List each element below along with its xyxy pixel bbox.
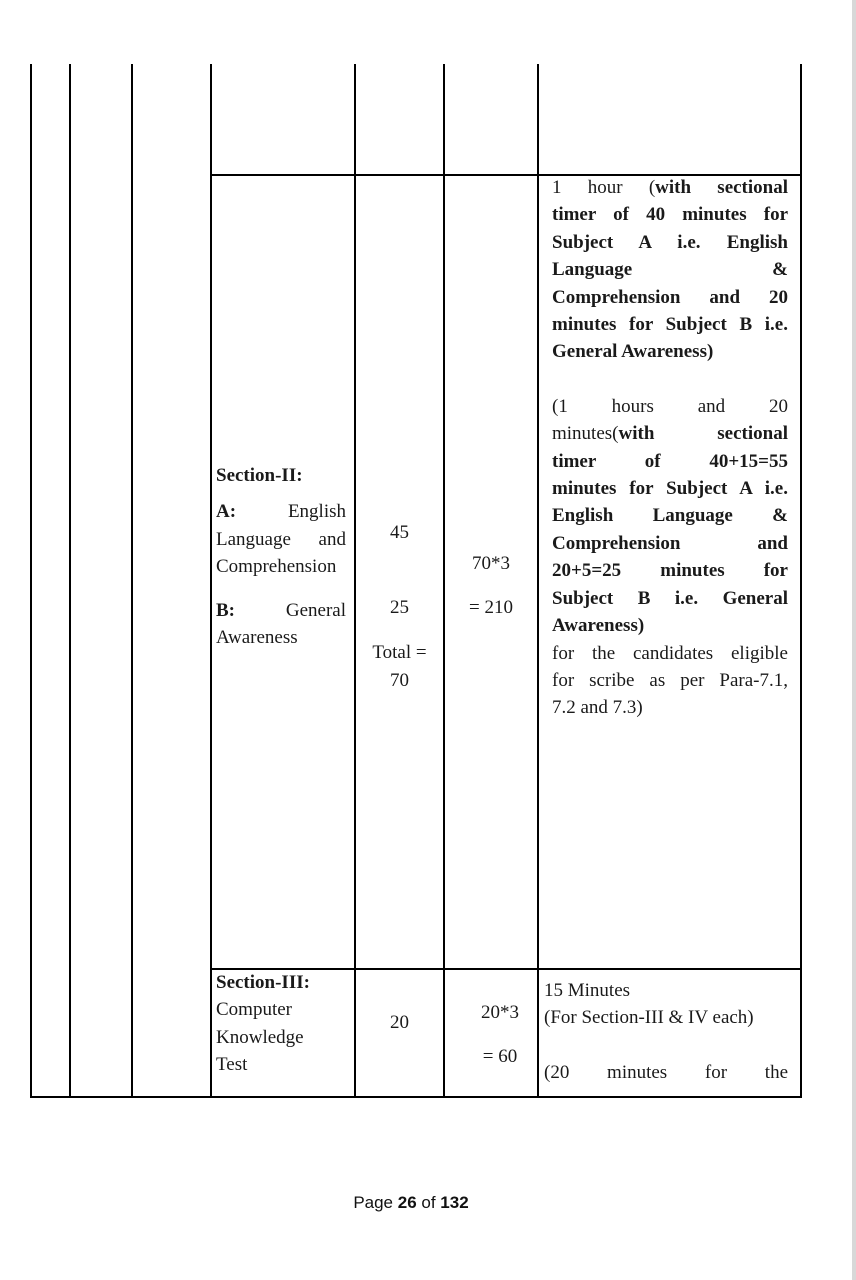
table-column-divider xyxy=(354,64,356,1098)
section-2-questions-a: 45 xyxy=(390,522,409,543)
page-edge xyxy=(852,0,856,1280)
table-border-right xyxy=(800,64,802,1098)
scribe-note-line: for the candidates eligible xyxy=(552,642,788,664)
table-column-divider xyxy=(210,64,212,1098)
duration-line: Subject A i.e. English xyxy=(552,231,788,253)
duration-line: timer of 40 minutes for xyxy=(552,204,788,226)
scribe-duration-line: Comprehension and xyxy=(552,532,788,554)
page-number-footer: Page 26 of 132 xyxy=(353,1193,469,1212)
section-3-duration-line: (For Section-III & IV each) xyxy=(544,1007,754,1029)
section-3-scribe-line: (20 minutes for the xyxy=(544,1061,788,1083)
section-3-title: Section-III: xyxy=(216,972,310,993)
table-border-bottom xyxy=(30,1096,802,1098)
subject-b-line: Awareness xyxy=(216,627,298,649)
subject-a-line: Language and xyxy=(216,528,346,550)
subject-a-line: A: English xyxy=(216,501,346,523)
section-2-questions-b: 25 xyxy=(390,597,409,618)
section-3-duration-line: 15 Minutes xyxy=(544,980,631,1001)
scribe-duration-line: English Language & xyxy=(552,505,788,527)
section-3-subject-cell xyxy=(216,969,350,1079)
scribe-duration-line: 20+5=25 minutes for xyxy=(552,560,788,582)
section-3-name-line: Test xyxy=(216,1054,248,1076)
subject-b-line: B: General xyxy=(216,599,346,621)
section-3-questions: 20 xyxy=(390,1012,409,1033)
section-2-title: Section-II: xyxy=(216,465,303,486)
scribe-duration-line: Subject B i.e. General xyxy=(552,587,788,609)
section-2-duration xyxy=(552,174,788,722)
scribe-note-line: for scribe as per Para-7.1, xyxy=(552,669,788,691)
duration-line: 1 hour (with sectional xyxy=(552,177,789,198)
scribe-duration-line: minutes(with sectional xyxy=(552,423,788,445)
section-2-subjects-cell xyxy=(216,462,346,651)
subject-a-line: Comprehension xyxy=(216,556,337,578)
section-2-questions-total: Total = 70 xyxy=(372,642,427,692)
section-3-duration xyxy=(544,977,788,1086)
scribe-duration-line: Awareness) xyxy=(552,615,645,637)
section-3-marks: 20*3 = 60 xyxy=(481,1002,519,1068)
duration-line: minutes for Subject B i.e. xyxy=(552,314,788,336)
section-3-name-line: Knowledge xyxy=(216,1026,304,1048)
section-2-marks: 70*3 = 210 xyxy=(469,553,513,619)
table-column-divider xyxy=(537,64,539,1098)
table-column-divider xyxy=(69,64,71,1098)
scribe-duration-line: timer of 40+15=55 xyxy=(552,450,788,472)
duration-line: Comprehension and 20 xyxy=(552,286,788,308)
duration-line: Language & xyxy=(552,259,788,281)
table-column-divider xyxy=(131,64,133,1098)
scribe-note-line: 7.2 and 7.3) xyxy=(552,697,643,719)
section-3-name-line: Computer xyxy=(216,999,292,1021)
duration-line: General Awareness) xyxy=(552,341,714,363)
scribe-duration-line: minutes for Subject A i.e. xyxy=(552,478,788,500)
scribe-duration-line: (1 hours and 20 xyxy=(552,395,788,417)
table-border-left xyxy=(30,64,32,1098)
